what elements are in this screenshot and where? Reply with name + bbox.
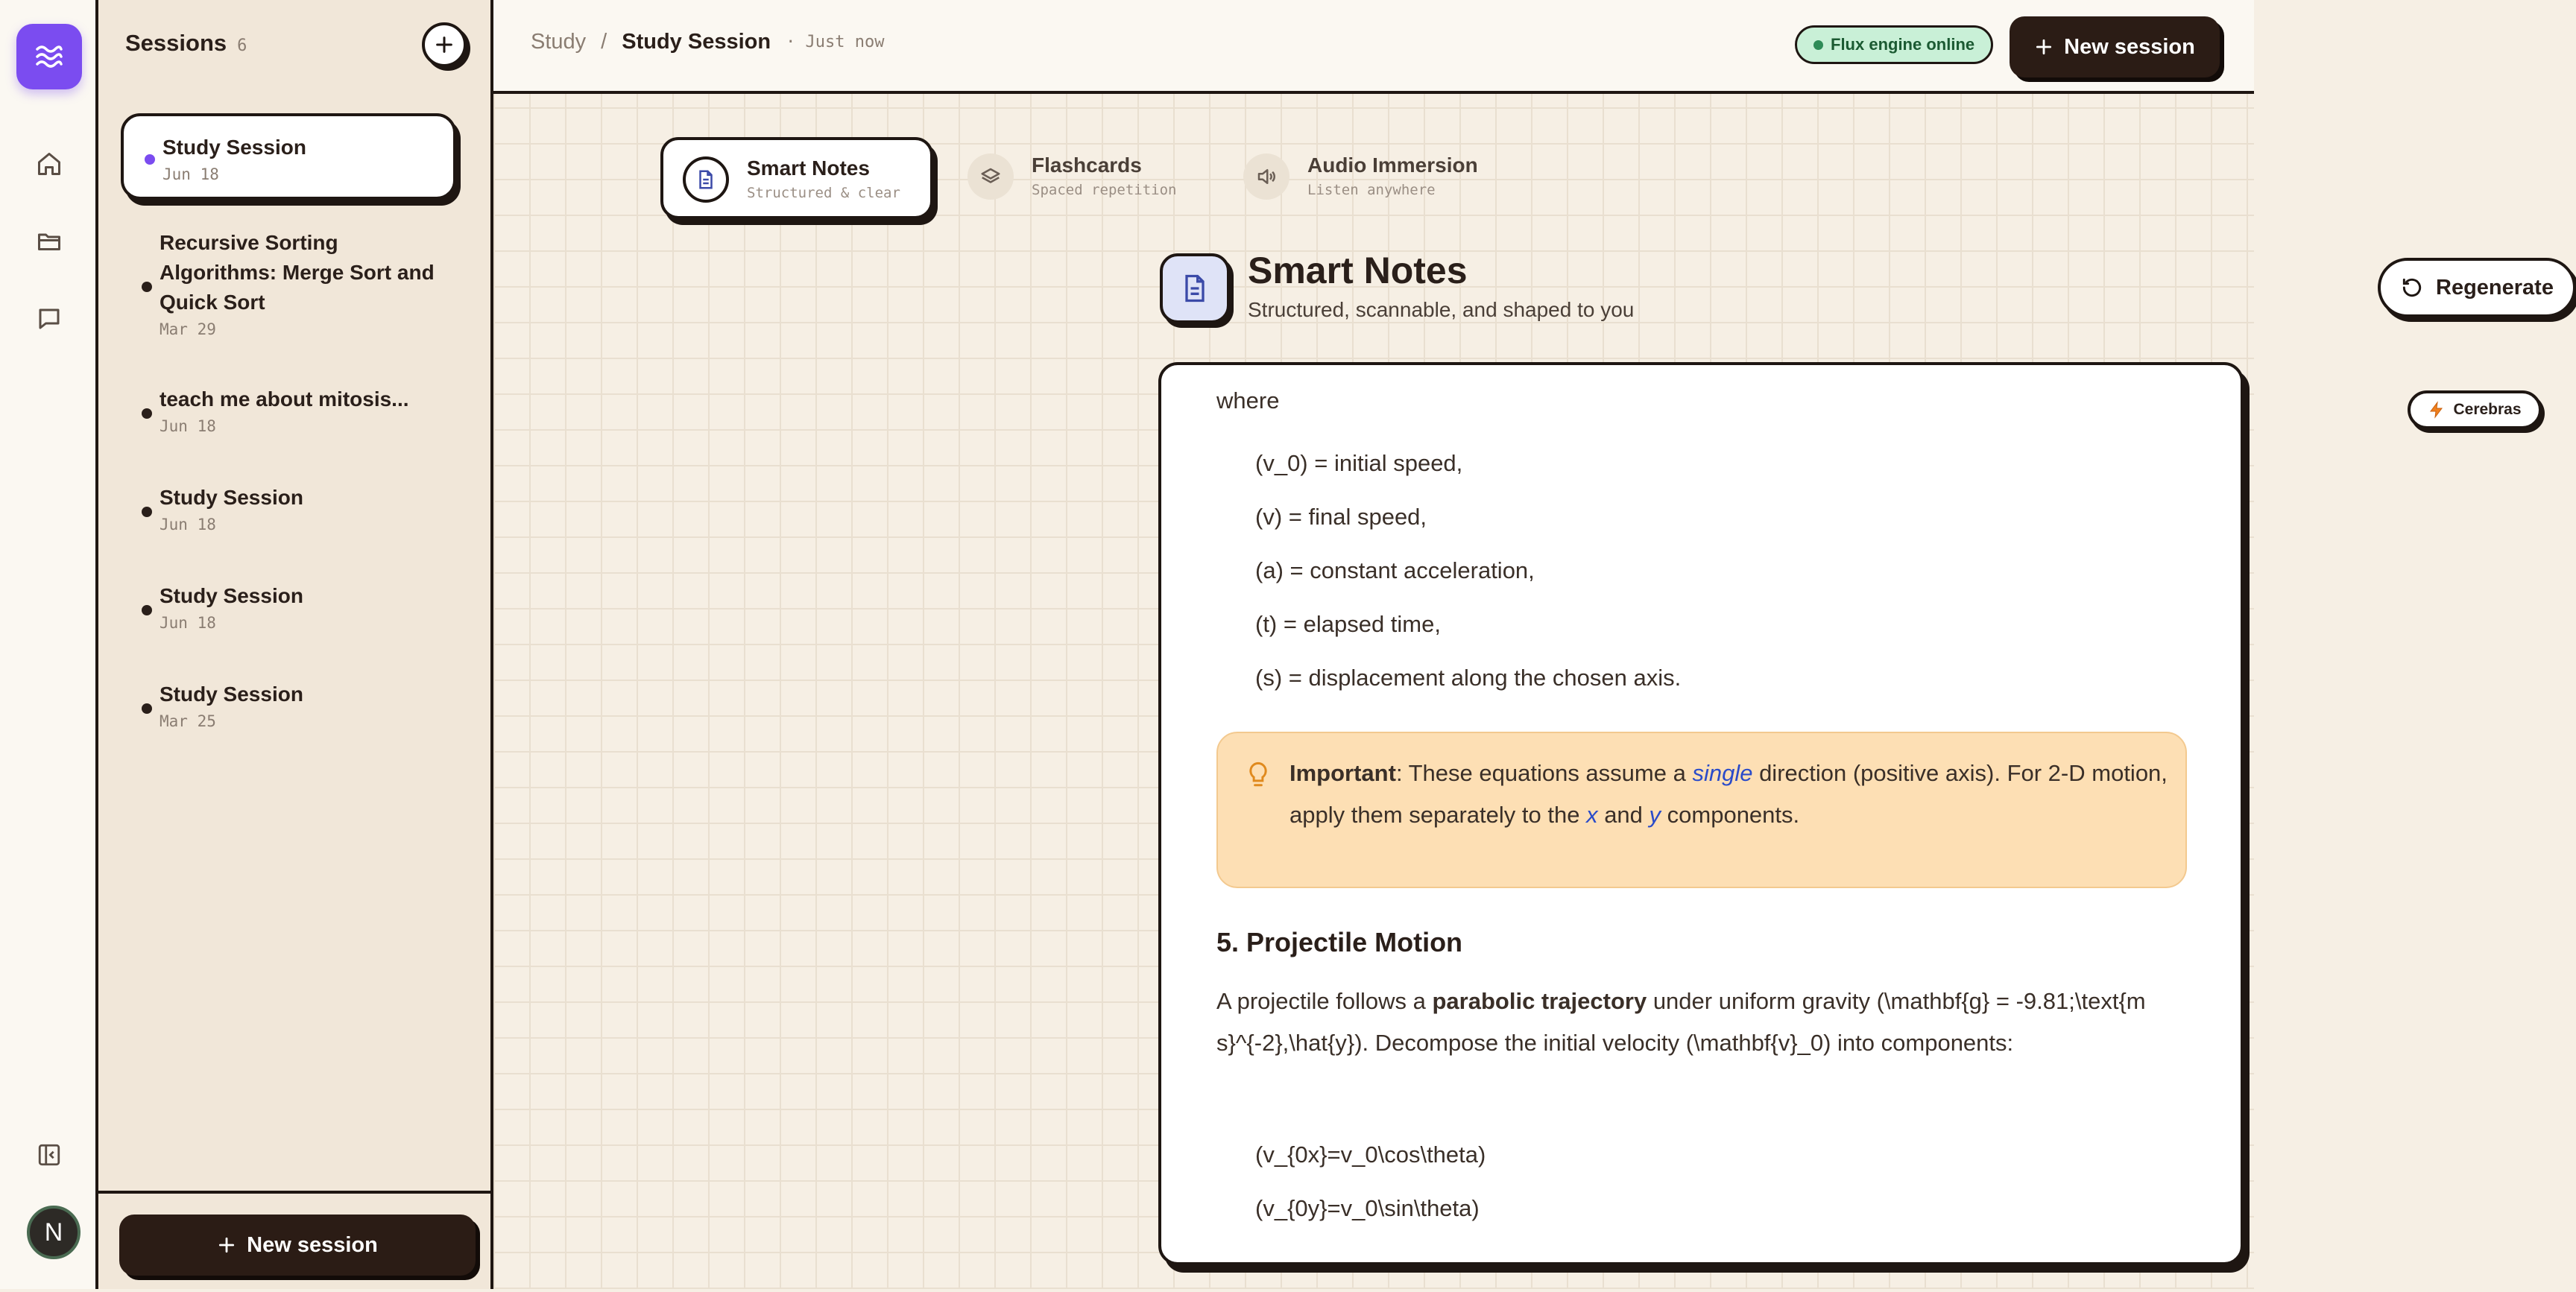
callout-part: : These equations assume a bbox=[1395, 760, 1693, 786]
session-item-active[interactable] bbox=[121, 113, 456, 200]
tab-flashcards[interactable] bbox=[948, 137, 1216, 219]
top-bar bbox=[493, 0, 2254, 94]
regenerate-label: Regenerate bbox=[2436, 275, 2554, 300]
session-date: Jun 18 bbox=[162, 165, 219, 183]
important-callout bbox=[1216, 732, 2187, 888]
regenerate-button[interactable] bbox=[2378, 258, 2576, 317]
breadcrumb bbox=[531, 30, 885, 54]
sidebar-footer bbox=[98, 1191, 490, 1292]
new-session-button[interactable] bbox=[2010, 16, 2220, 77]
folder-icon[interactable] bbox=[31, 224, 67, 259]
equation-item: (v_{0x}=v_0\cos\theta) bbox=[1255, 1141, 1486, 1168]
model-badge bbox=[2408, 390, 2542, 429]
session-date: Jun 18 bbox=[160, 614, 216, 632]
document-icon bbox=[683, 156, 729, 203]
callout-emphasis: x bbox=[1586, 802, 1598, 828]
sessions-header bbox=[125, 30, 247, 57]
session-item[interactable] bbox=[121, 384, 456, 444]
callout-part: and bbox=[1597, 802, 1650, 828]
sidebar-new-session-button[interactable] bbox=[119, 1215, 476, 1276]
session-item[interactable] bbox=[121, 581, 456, 641]
section-heading: 5. Projectile Motion bbox=[1216, 927, 1463, 957]
callout-part: components. bbox=[1661, 802, 1800, 828]
callout-part: direction (positive axis). For 2-D motion, apply them separately to the bbox=[1289, 760, 2168, 828]
layers-icon bbox=[967, 153, 1014, 200]
avatar-initial: N bbox=[44, 1217, 63, 1247]
panel-subtitle: Structured, scannable, and shaped to you bbox=[1248, 298, 1635, 321]
document-icon bbox=[1160, 253, 1230, 323]
breadcrumb-current: Study Session bbox=[622, 30, 771, 54]
definition-item: (v) = final speed, bbox=[1255, 504, 1427, 530]
model-badge-label: Cerebras bbox=[2453, 401, 2522, 418]
paragraph-part: A projectile follows a bbox=[1216, 988, 1433, 1014]
tab-label: Smart Notes bbox=[747, 156, 870, 180]
panel-title: Smart Notes bbox=[1248, 250, 1468, 291]
session-indicator bbox=[142, 282, 152, 292]
definition-item: (s) = displacement along the chosen axis. bbox=[1255, 665, 1682, 691]
session-indicator bbox=[142, 507, 152, 517]
session-indicator bbox=[142, 408, 152, 419]
session-item[interactable] bbox=[121, 483, 456, 542]
callout-strong: Important bbox=[1289, 760, 1396, 786]
session-title: Study Session bbox=[160, 683, 303, 706]
new-session-label: New session bbox=[2064, 34, 2195, 59]
session-indicator bbox=[142, 703, 152, 714]
tab-smart-notes[interactable] bbox=[660, 137, 933, 219]
sessions-title: Sessions bbox=[125, 30, 227, 56]
avatar[interactable] bbox=[27, 1206, 80, 1259]
callout-text bbox=[1289, 753, 2169, 836]
tab-audio-immersion[interactable] bbox=[1224, 137, 1537, 219]
updated-time: · Just now bbox=[786, 33, 885, 51]
breadcrumb-parent[interactable]: Study bbox=[531, 30, 587, 54]
tab-label: Flashcards bbox=[1032, 153, 1142, 177]
equation-item: (v_{0y}=v_0\sin\theta) bbox=[1255, 1195, 1480, 1221]
plus-icon bbox=[217, 1235, 236, 1255]
session-title: teach me about mitosis... bbox=[160, 387, 409, 411]
add-session-button[interactable] bbox=[422, 22, 467, 67]
session-item[interactable] bbox=[121, 225, 456, 344]
lightning-icon bbox=[2428, 401, 2446, 419]
tab-subtitle: Structured & clear bbox=[747, 185, 900, 201]
notes-paragraph: where bbox=[1216, 387, 1280, 414]
tab-subtitle: Spaced repetition bbox=[1032, 182, 1177, 198]
notes-card bbox=[1158, 362, 2244, 1265]
session-title: Recursive Sorting Algorithms: Merge Sort and Quick Sort bbox=[160, 231, 435, 314]
waves-icon bbox=[34, 43, 64, 70]
definition-item: (t) = elapsed time, bbox=[1255, 611, 1441, 637]
tab-label: Audio Immersion bbox=[1307, 153, 1478, 177]
status-text: Flux engine online bbox=[1831, 35, 1975, 54]
session-title: Study Session bbox=[160, 584, 303, 607]
definition-item: (v_0) = initial speed, bbox=[1255, 450, 1463, 476]
main-area bbox=[493, 0, 2554, 1289]
session-date: Jun 18 bbox=[160, 417, 216, 435]
session-date: Mar 25 bbox=[160, 712, 216, 730]
session-item[interactable] bbox=[121, 680, 456, 739]
lightbulb-icon bbox=[1245, 760, 1272, 793]
sessions-count: 6 bbox=[237, 37, 247, 55]
status-dot bbox=[1813, 40, 1823, 50]
session-title: Study Session bbox=[162, 136, 306, 159]
app-logo[interactable] bbox=[16, 24, 82, 89]
tab-subtitle: Listen anywhere bbox=[1307, 182, 1436, 198]
paragraph-part: under uniform gravity (\mathbf{g} = -9.81;\text{m s}^{-2},\hat{y}). Decompose the initial velocity (\mathbf{v}_0) into components: bbox=[1216, 988, 2146, 1056]
refresh-icon bbox=[2400, 276, 2424, 300]
session-date: Mar 29 bbox=[160, 320, 216, 338]
plus-icon bbox=[2034, 37, 2053, 57]
speaker-icon bbox=[1243, 153, 1289, 200]
engine-status-badge bbox=[1795, 25, 1993, 64]
chat-icon[interactable] bbox=[31, 301, 67, 337]
home-icon[interactable] bbox=[31, 146, 67, 182]
definition-item: (a) = constant acceleration, bbox=[1255, 557, 1535, 583]
session-indicator bbox=[145, 154, 155, 165]
sessions-sidebar bbox=[98, 0, 493, 1289]
session-title: Study Session bbox=[160, 486, 303, 509]
collapse-sidebar-icon[interactable] bbox=[31, 1137, 67, 1173]
session-date: Jun 18 bbox=[160, 516, 216, 533]
session-indicator bbox=[142, 605, 152, 615]
notes-paragraph bbox=[1216, 981, 2185, 1064]
callout-emphasis: single bbox=[1692, 760, 1753, 786]
plus-icon bbox=[434, 34, 455, 55]
callout-emphasis: y bbox=[1649, 802, 1661, 828]
paragraph-strong: parabolic trajectory bbox=[1432, 988, 1647, 1014]
icon-rail bbox=[0, 0, 98, 1289]
breadcrumb-separator: / bbox=[601, 30, 607, 54]
new-session-label: New session bbox=[247, 1232, 378, 1257]
